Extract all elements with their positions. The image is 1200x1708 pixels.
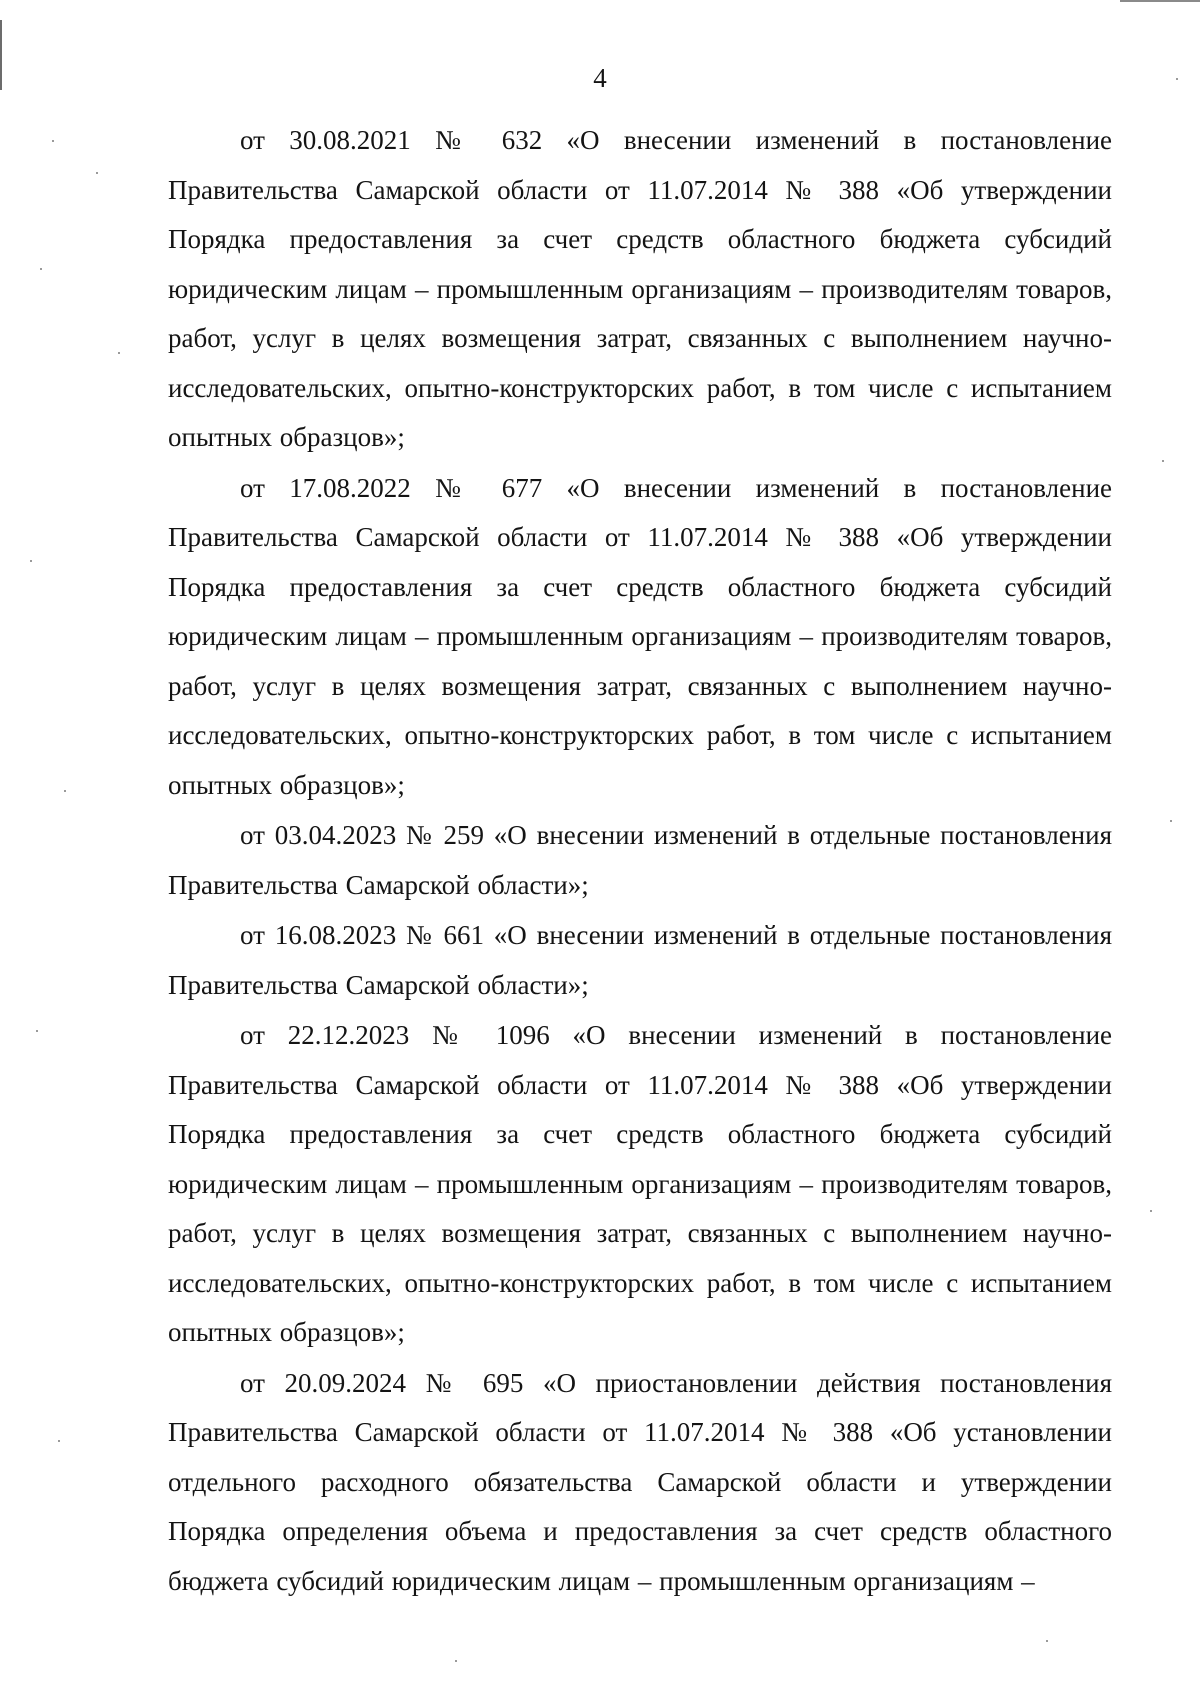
scan-speck	[30, 560, 32, 562]
decree-reference-paragraph: от 17.08.2022 № 677 «О внесении изменений в постановление Правительства Самарской области от 11.07.2014 № 388 «Об утверждении Порядка предоставления за счет средств областного бюджета субсидий юридическим лицам – промышленным организациям – производителям товаров, работ, услуг в целях возмещения затрат, связанных с выполнением научно-исследовательских, опытно-конструкторских работ, в том числе с испытанием опытных образцов»;	[168, 472, 1112, 800]
scan-speck	[40, 268, 42, 270]
scan-speck	[1162, 460, 1164, 462]
scan-speck	[58, 1440, 60, 1442]
scan-speck	[36, 1030, 38, 1032]
scan-speck	[96, 172, 98, 174]
scan-speck	[118, 352, 120, 354]
scan-speck	[52, 140, 54, 142]
scan-speck	[1046, 1640, 1048, 1642]
scan-speck	[1150, 1210, 1152, 1212]
scan-speck	[64, 790, 66, 792]
page-number: 4	[593, 63, 607, 93]
document-body	[168, 116, 1112, 1607]
scan-speck	[455, 1660, 457, 1662]
decree-reference-paragraph: от 16.08.2023 № 661 «О внесении изменений в отдельные постановления Правительства Самарской области»;	[168, 920, 1112, 1000]
scan-edge-top	[1120, 0, 1200, 2]
decree-reference-paragraph: от 30.08.2021 № 632 «О внесении изменений в постановление Правительства Самарской области от 11.07.2014 № 388 «Об утверждении Порядка предоставления за счет средств областного бюджета субсидий юридическим лицам – промышленным организациям – производителям товаров, работ, услуг в целях возмещения затрат, связанных с выполнением научно-исследовательских, опытно-конструкторских работ, в том числе с испытанием опытных образцов»;	[168, 125, 1112, 452]
decree-reference-paragraph: от 22.12.2023 № 1096 «О внесении изменений в постановление Правительства Самарской области от 11.07.2014 № 388 «Об утверждении Порядка предоставления за счет средств областного бюджета субсидий юридическим лицам – промышленным организациям – производителям товаров, работ, услуг в целях возмещения затрат, связанных с выполнением научно-исследовательских, опытно-конструкторских работ, в том числе с испытанием опытных образцов»;	[168, 1020, 1112, 1347]
decree-reference-paragraph: от 03.04.2023 № 259 «О внесении изменений в отдельные постановления Правительства Самарской области»;	[168, 820, 1112, 900]
decree-reference-paragraph: от 20.09.2024 № 695 «О приостановлении действия постановления Правительства Самарской области от 11.07.2014 № 388 «Об установлении отдельного расходного обязательства Самарской области и утверждении Порядка определения объема и предоставления за счет средств областного бюджета субсидий юридическим лицам – промышленным организациям –	[168, 1367, 1112, 1596]
scan-speck	[1170, 820, 1172, 822]
